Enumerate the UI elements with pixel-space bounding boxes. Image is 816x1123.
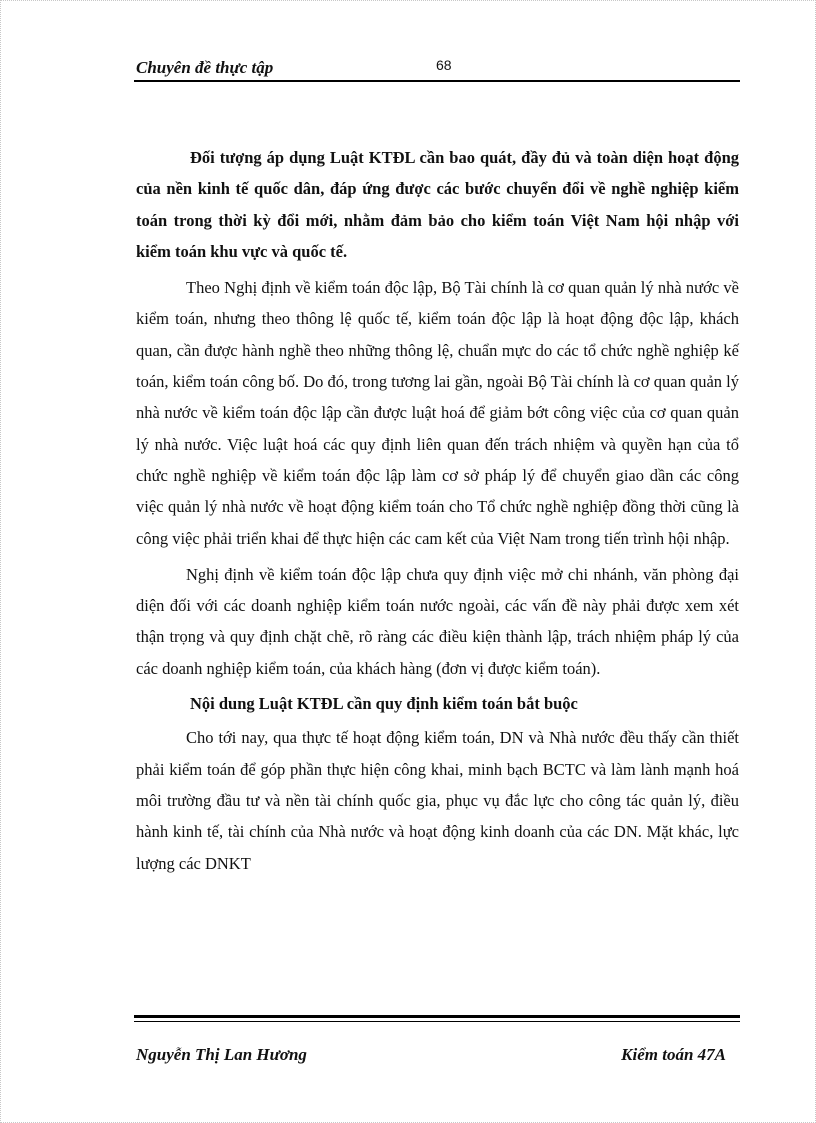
footer-divider-thick [134, 1015, 740, 1018]
page-header [134, 54, 740, 82]
header-divider [134, 80, 740, 82]
footer-class: Kiểm toán 47A [621, 1045, 726, 1064]
footer-divider-thin [134, 1021, 740, 1022]
section-heading: Nội dung Luật KTĐL cần quy định kiểm toán bắt buộc [190, 694, 578, 714]
paragraph-scope: Đối tượng áp dụng Luật KTĐL cần bao quát, đầy đủ và toàn diện hoạt động của nền kinh tế quốc dân, đáp ứng được các bước chuyển đổi về nghề nghiệp kiểm toán trong thời kỳ đổi mới, nhằm đảm bảo cho kiểm toán Việt Nam hội nhập với kiểm toán khu vực và quốc tế. [136, 148, 739, 261]
paragraph-foreign-firms: Nghị định về kiểm toán độc lập chưa quy định việc mở chi nhánh, văn phòng đại diện đối với các doanh nghiệp kiểm toán nước ngoài, các vấn đề này phải được xem xét thận trọng và quy định chặt chẽ, rõ ràng các điều kiện thành lập, trách nhiệm pháp lý của các doanh nghiệp kiểm toán, của khách hàng (đơn vị được kiểm toán). [136, 564, 739, 678]
page-number: 68 [436, 57, 452, 73]
document-body [136, 142, 739, 879]
paragraph-mandatory-audit: Cho tới nay, qua thực tế hoạt động kiểm toán, DN và Nhà nước đều thấy cần thiết phải kiểm toán để góp phần thực hiện công khai, minh bạch BCTC và làm lành mạnh hoá môi trường đầu tư và nền tài chính quốc gia, phục vụ đắc lực cho công tác quản lý, điều hành kinh tế, tài chính của Nhà nước và hoạt động kinh doanh của các DN. Mặt khác, lực lượng các DNKT [136, 728, 739, 873]
header-title: Chuyên đề thực tập [136, 58, 274, 77]
footer-author: Nguyễn Thị Lan Hương [136, 1045, 307, 1064]
paragraph-management: Theo Nghị định về kiểm toán độc lập, Bộ Tài chính là cơ quan quản lý nhà nước về kiểm toán, nhưng theo thông lệ quốc tế, kiểm toán độc lập là hoạt động độc lập, khách quan, cần được hành nghề theo những thông lệ, chuẩn mực do các tổ chức nghề nghiệp kế toán, kiểm toán công bố. Do đó, trong tương lai gần, ngoài Bộ Tài chính là cơ quan quản lý nhà nước về kiểm toán độc lập cần được luật hoá để giảm bớt công việc của cơ quan quản lý nhà nước. Việc luật hoá các quy định liên quan đến trách nhiệm và quyền hạn của tổ chức nghề nghiệp về kiểm toán độc lập làm cơ sở pháp lý để chuyển giao dần các công việc quản lý nhà nước về hoạt động kiểm toán cho Tổ chức nghề nghiệp đồng thời cũng là công việc phải triển khai để thực hiện các cam kết của Việt Nam trong tiến trình hội nhập. [136, 278, 740, 548]
